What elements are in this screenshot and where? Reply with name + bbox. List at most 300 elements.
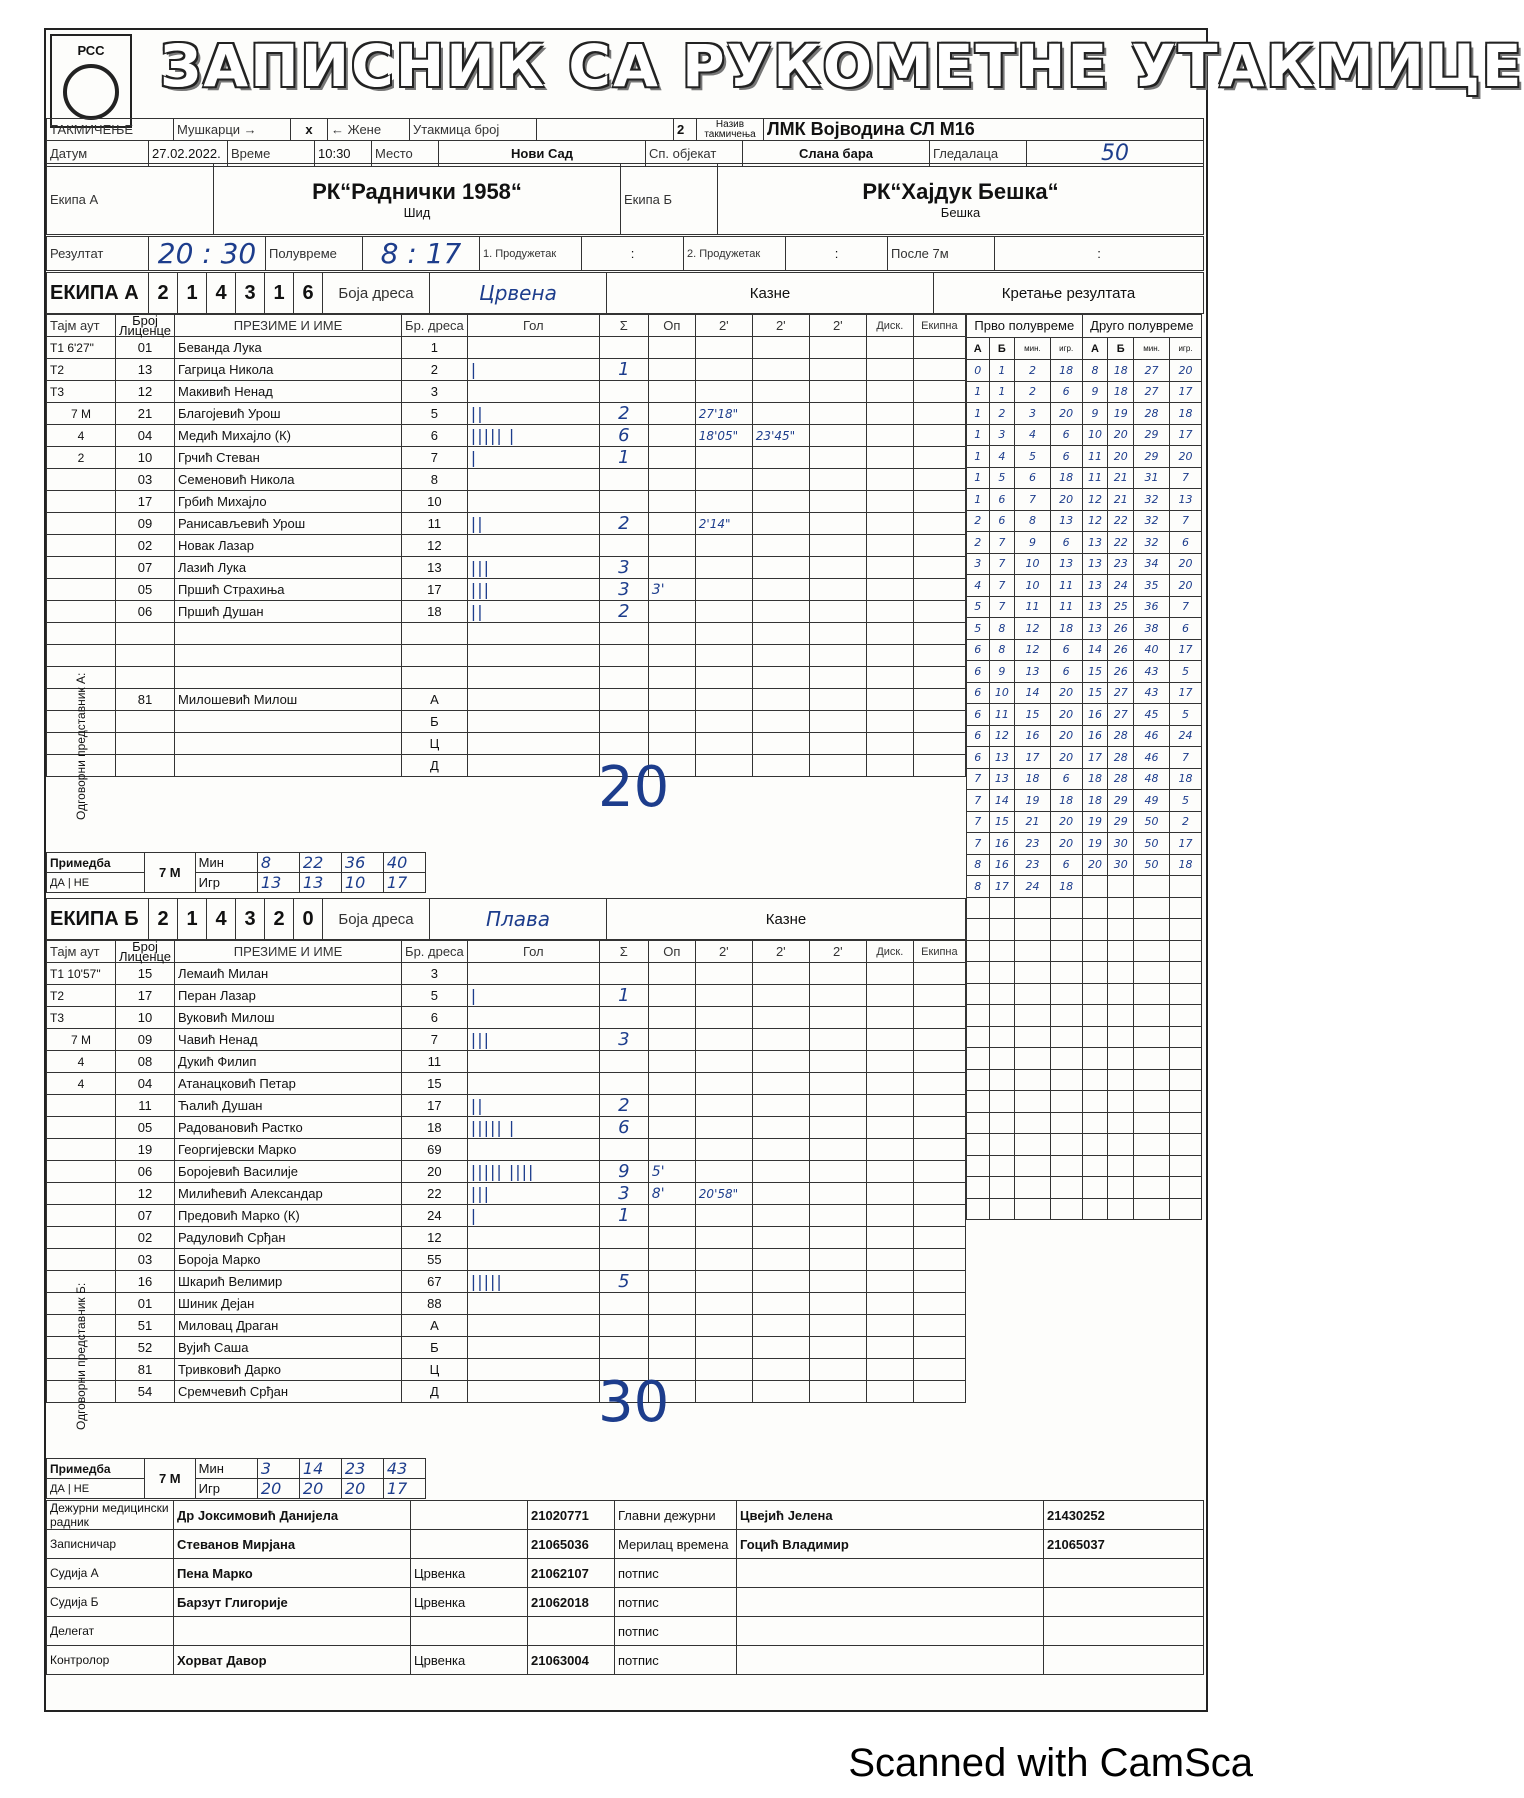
warning-cell bbox=[648, 359, 695, 381]
team-penalty-cell bbox=[913, 381, 965, 403]
progress-cell: 12 bbox=[1015, 618, 1051, 640]
progress-cell bbox=[1050, 1155, 1082, 1177]
player-name: Вуковић Милош bbox=[175, 1007, 402, 1029]
player-name: Георгијевски Марко bbox=[175, 1139, 402, 1161]
progress-cell: 12 bbox=[1015, 639, 1051, 661]
progress-cell: 7 bbox=[967, 790, 990, 812]
person-color: Црвенка bbox=[411, 1646, 528, 1675]
team-a-city: Шид bbox=[403, 204, 431, 220]
penalty-1: 20'58" bbox=[695, 1183, 752, 1205]
progress-cell bbox=[1108, 919, 1134, 941]
progress-row bbox=[967, 360, 1202, 382]
penalty-2 bbox=[752, 381, 809, 403]
person-color bbox=[411, 1530, 528, 1559]
progress-cell bbox=[1050, 1112, 1082, 1134]
progress-cell: 40 bbox=[1134, 639, 1170, 661]
empty-cell bbox=[648, 689, 695, 711]
progress-cell: 13 bbox=[989, 768, 1015, 790]
progress-cell bbox=[1082, 1112, 1108, 1134]
progress-cell bbox=[967, 940, 990, 962]
progress-cell: 1 bbox=[967, 381, 990, 403]
progress-cell: 11 bbox=[1050, 596, 1082, 618]
shirt-number: 13 bbox=[402, 557, 468, 579]
person-name: Пена Марко bbox=[174, 1559, 411, 1588]
penalty-3 bbox=[809, 1073, 866, 1095]
penalty-2 bbox=[752, 623, 809, 645]
empty-cell bbox=[866, 1359, 913, 1381]
progress-cell bbox=[1134, 1091, 1170, 1113]
no-label: НЕ bbox=[73, 876, 90, 889]
empty-cell bbox=[866, 1315, 913, 1337]
empty-cell bbox=[913, 1359, 965, 1381]
official-name: Милошевић Милош bbox=[175, 689, 402, 711]
goal-tally: | bbox=[467, 985, 599, 1007]
shirt-number: 6 bbox=[402, 1007, 468, 1029]
empty-cell bbox=[866, 733, 913, 755]
shirt-number: 18 bbox=[402, 601, 468, 623]
progress-cell bbox=[1050, 897, 1082, 919]
ot1-value: : bbox=[582, 237, 684, 271]
goal-sum bbox=[599, 469, 648, 491]
person-name: Барзут Глигорије bbox=[174, 1588, 411, 1617]
player-name: Милићевић Александар bbox=[175, 1183, 402, 1205]
min-value: 3 bbox=[257, 1459, 299, 1479]
official-footer-row bbox=[47, 1646, 1204, 1675]
match-no-label: Утакмица број bbox=[410, 119, 537, 141]
progress-cell: 13 bbox=[1082, 532, 1108, 554]
empty-cell bbox=[866, 711, 913, 733]
goal-tally: | bbox=[467, 1205, 599, 1227]
progress-cell bbox=[1169, 1069, 1201, 1091]
disq-cell bbox=[866, 645, 913, 667]
p3-col-header: 2' bbox=[809, 315, 866, 337]
shirt-number: 12 bbox=[402, 535, 468, 557]
progress-cell: 32 bbox=[1134, 510, 1170, 532]
progress-cell: 18 bbox=[1015, 768, 1051, 790]
team-penalty-cell bbox=[913, 447, 965, 469]
penalty-3 bbox=[809, 425, 866, 447]
igr-value: 17 bbox=[383, 1479, 425, 1499]
time-label: Време bbox=[228, 141, 315, 167]
shirt-number: 3 bbox=[402, 963, 468, 985]
penalty-1 bbox=[695, 1051, 752, 1073]
progress-cell bbox=[1082, 940, 1108, 962]
license-number: 04 bbox=[116, 1073, 175, 1095]
progress-cell bbox=[1108, 962, 1134, 984]
progress-cell bbox=[1134, 1005, 1170, 1027]
progress-cell bbox=[1134, 1155, 1170, 1177]
progress-cell: 15 bbox=[1082, 682, 1108, 704]
progress-cell bbox=[1134, 962, 1170, 984]
team-penalty-cell bbox=[913, 1271, 965, 1293]
warning-cell bbox=[648, 601, 695, 623]
progress-cell bbox=[1134, 1026, 1170, 1048]
p1-col-header: 2' bbox=[695, 315, 752, 337]
player-name: Радуловић Срђан bbox=[175, 1227, 402, 1249]
timeout-cell: 2 bbox=[47, 447, 116, 469]
penalty-1 bbox=[695, 1161, 752, 1183]
progress-cell bbox=[989, 1134, 1015, 1156]
team-b-code-digit: 4 bbox=[207, 899, 236, 940]
progress-cell: 1 bbox=[989, 381, 1015, 403]
empty-cell bbox=[467, 755, 599, 777]
progress-cell: 18 bbox=[1050, 360, 1082, 382]
penalty-3 bbox=[809, 447, 866, 469]
disq-cell bbox=[866, 1293, 913, 1315]
progress-cell: 10 bbox=[989, 682, 1015, 704]
empty-cell bbox=[913, 755, 965, 777]
timeout-cell bbox=[47, 513, 116, 535]
team-a-code-digit: 3 bbox=[236, 273, 265, 314]
progress-cell: 17 bbox=[1169, 639, 1201, 661]
empty-cell bbox=[913, 1315, 965, 1337]
official-row bbox=[47, 1381, 966, 1403]
team-b-penalties-label: Казне bbox=[607, 899, 966, 940]
progress-cell: 9 bbox=[989, 661, 1015, 683]
p2-col-header: 2' bbox=[752, 941, 809, 963]
result-label: Резултат bbox=[47, 237, 149, 271]
shirt-number: 15 bbox=[402, 1073, 468, 1095]
empty-cell bbox=[467, 1337, 599, 1359]
team-a-rows bbox=[47, 337, 966, 777]
team-penalty-cell bbox=[913, 557, 965, 579]
goal-tally: | bbox=[467, 359, 599, 381]
penalty-3 bbox=[809, 1227, 866, 1249]
license-number: 81 bbox=[116, 1359, 175, 1381]
progress-cell: 28 bbox=[1108, 768, 1134, 790]
shirt-number: 20 bbox=[402, 1161, 468, 1183]
time-value: 10:30 bbox=[315, 141, 372, 167]
progress-cell bbox=[1082, 1134, 1108, 1156]
penalty-2 bbox=[752, 1117, 809, 1139]
goal-sum bbox=[599, 535, 648, 557]
progress-cell bbox=[1134, 1177, 1170, 1199]
progress-cell: 7 bbox=[1169, 467, 1201, 489]
progress-cell bbox=[1050, 919, 1082, 941]
progress-cell: 23 bbox=[1015, 833, 1051, 855]
progress-cell: 5 bbox=[1169, 790, 1201, 812]
min-value: 22 bbox=[299, 853, 341, 873]
player-row bbox=[47, 1183, 966, 1205]
empty-cell bbox=[866, 1337, 913, 1359]
goal-sum: 3 bbox=[599, 1183, 648, 1205]
goal-tally bbox=[467, 623, 599, 645]
official-footer-row bbox=[47, 1617, 1204, 1646]
progress-cell: 6 bbox=[967, 747, 990, 769]
progress-cell bbox=[1082, 876, 1108, 898]
penalty-2 bbox=[752, 337, 809, 359]
license-number: 81 bbox=[116, 689, 175, 711]
penalty-2: 23'45" bbox=[752, 425, 809, 447]
progress-row bbox=[967, 489, 1202, 511]
empty-cell bbox=[695, 1337, 752, 1359]
progress-cell bbox=[1082, 1155, 1108, 1177]
penalty-3 bbox=[809, 359, 866, 381]
timeout-cell bbox=[47, 535, 116, 557]
penalty-2 bbox=[752, 403, 809, 425]
warning-cell bbox=[648, 1249, 695, 1271]
progress-cell: 12 bbox=[989, 725, 1015, 747]
progress-cell: 20 bbox=[1050, 682, 1082, 704]
progress-cell bbox=[989, 1048, 1015, 1070]
progress-cell: 6 bbox=[1050, 424, 1082, 446]
progress-cell: 26 bbox=[1108, 661, 1134, 683]
penalty-2 bbox=[752, 535, 809, 557]
player-row bbox=[47, 1007, 966, 1029]
progress-cell: 4 bbox=[1015, 424, 1051, 446]
progress-cell: 13 bbox=[1082, 575, 1108, 597]
penalty-3 bbox=[809, 403, 866, 425]
penalty-1 bbox=[695, 447, 752, 469]
progress-cell bbox=[1050, 1026, 1082, 1048]
role-label: Судија Б bbox=[47, 1588, 174, 1617]
progress-cell bbox=[1082, 897, 1108, 919]
progress-cell bbox=[967, 897, 990, 919]
license-number: 12 bbox=[116, 381, 175, 403]
progress-cell: 50 bbox=[1134, 811, 1170, 833]
timeout-cell bbox=[47, 1249, 116, 1271]
team-penalty-cell bbox=[913, 535, 965, 557]
penalty-2 bbox=[752, 491, 809, 513]
person2-number bbox=[1044, 1559, 1204, 1588]
progress-cell bbox=[1134, 876, 1170, 898]
warning-cell bbox=[648, 491, 695, 513]
shirt-number: 17 bbox=[402, 579, 468, 601]
disq-cell bbox=[866, 381, 913, 403]
empty-cell bbox=[913, 733, 965, 755]
player-row bbox=[47, 963, 966, 985]
progress-cell bbox=[1169, 1026, 1201, 1048]
warning-cell bbox=[648, 1073, 695, 1095]
progress-cell: 20 bbox=[1050, 403, 1082, 425]
penalty-2 bbox=[752, 985, 809, 1007]
progress-cell bbox=[1134, 1112, 1170, 1134]
progress-cell bbox=[967, 1069, 990, 1091]
team-a-color: Црвена bbox=[430, 273, 607, 314]
progress-cell bbox=[967, 1026, 990, 1048]
progress-row bbox=[967, 704, 1202, 726]
license-number: 11 bbox=[116, 1095, 175, 1117]
timeout-cell bbox=[47, 1227, 116, 1249]
timeout-cell: 7 М bbox=[47, 403, 116, 425]
license-number: 17 bbox=[116, 985, 175, 1007]
timeout-cell bbox=[47, 557, 116, 579]
shirt-number bbox=[402, 645, 468, 667]
progress-cell bbox=[1134, 1069, 1170, 1091]
warning-cell bbox=[648, 557, 695, 579]
progress-row bbox=[967, 1091, 1202, 1113]
ot2-value: : bbox=[786, 237, 888, 271]
sum-col-header: Σ bbox=[599, 941, 648, 963]
progress-cell: 29 bbox=[1134, 424, 1170, 446]
men-mark: x bbox=[291, 119, 328, 141]
progress-cell: 7 bbox=[967, 833, 990, 855]
license-number: 51 bbox=[116, 1315, 175, 1337]
progress-cell: 34 bbox=[1134, 553, 1170, 575]
progress-cell: 8 bbox=[967, 876, 990, 898]
penalty-1 bbox=[695, 667, 752, 689]
shirt-number bbox=[402, 623, 468, 645]
timeout-cell: T3 bbox=[47, 381, 116, 403]
progress-cell bbox=[989, 983, 1015, 1005]
empty-cell bbox=[866, 689, 913, 711]
progress-cell: 17 bbox=[1169, 424, 1201, 446]
igr-value: 10 bbox=[341, 873, 383, 893]
player-name: Пршић Душан bbox=[175, 601, 402, 623]
progress-cell: 11 bbox=[1050, 575, 1082, 597]
player-name: Грбић Михајло bbox=[175, 491, 402, 513]
half-value: 8 : 17 bbox=[363, 237, 480, 271]
role2-label: потпис bbox=[615, 1617, 737, 1646]
empty-cell bbox=[809, 1337, 866, 1359]
official-name bbox=[175, 755, 402, 777]
warning-cell bbox=[648, 1117, 695, 1139]
person-number: 21065036 bbox=[528, 1530, 615, 1559]
penalty-2 bbox=[752, 359, 809, 381]
empty-cell bbox=[695, 1315, 752, 1337]
progress-cell: 18 bbox=[1050, 467, 1082, 489]
progress-col-header: А bbox=[967, 338, 990, 360]
progress-cell bbox=[1169, 919, 1201, 941]
progress-cell bbox=[967, 919, 990, 941]
progress-cell: 1 bbox=[967, 489, 990, 511]
goal-tally bbox=[467, 381, 599, 403]
progress-cell: 27 bbox=[1108, 682, 1134, 704]
progress-cell: 11 bbox=[1082, 467, 1108, 489]
progress-cell: 46 bbox=[1134, 747, 1170, 769]
igr-value: 13 bbox=[257, 873, 299, 893]
team-penalty-cell bbox=[913, 1205, 965, 1227]
empty-cell bbox=[648, 733, 695, 755]
progress-cell: 10 bbox=[1015, 553, 1051, 575]
progress-cell: 13 bbox=[1050, 553, 1082, 575]
progress-cell bbox=[1015, 1048, 1051, 1070]
goal-tally: | bbox=[467, 447, 599, 469]
progress-cell: 20 bbox=[1082, 854, 1108, 876]
progress-cell: 18 bbox=[1082, 768, 1108, 790]
progress-cell: 36 bbox=[1134, 596, 1170, 618]
progress-cell bbox=[1050, 962, 1082, 984]
progress-cell: 23 bbox=[1108, 553, 1134, 575]
shirt-number: 5 bbox=[402, 403, 468, 425]
license-number: 54 bbox=[116, 1381, 175, 1403]
player-name: Макивић Ненад bbox=[175, 381, 402, 403]
progress-cell: 50 bbox=[1134, 854, 1170, 876]
penalty-1 bbox=[695, 1007, 752, 1029]
empty-cell bbox=[752, 755, 809, 777]
role-label: Судија А bbox=[47, 1559, 174, 1588]
penalty-1 bbox=[695, 1205, 752, 1227]
progress-row bbox=[967, 639, 1202, 661]
progress-rows bbox=[967, 360, 1202, 1220]
name-col-header: ПРЕЗИМЕ И ИМЕ bbox=[175, 941, 402, 963]
progress-row bbox=[967, 575, 1202, 597]
progress-cell: 45 bbox=[1134, 704, 1170, 726]
min-value: 43 bbox=[383, 1459, 425, 1479]
shirt-number: 7 bbox=[402, 447, 468, 469]
penalty-2 bbox=[752, 513, 809, 535]
team-penalty-cell bbox=[913, 1051, 965, 1073]
progress-cell: 14 bbox=[989, 790, 1015, 812]
p2-col-header: 2' bbox=[752, 315, 809, 337]
second-half-label: Друго полувреме bbox=[1082, 315, 1201, 338]
disq-cell bbox=[866, 425, 913, 447]
team-penalty-cell bbox=[913, 359, 965, 381]
shirt-number: 10 bbox=[402, 491, 468, 513]
progress-row bbox=[967, 1048, 1202, 1070]
min-value: 40 bbox=[383, 853, 425, 873]
penalty-1 bbox=[695, 359, 752, 381]
progress-cell: 6 bbox=[1050, 532, 1082, 554]
penalty-3 bbox=[809, 1095, 866, 1117]
progress-cell bbox=[1108, 983, 1134, 1005]
player-name bbox=[175, 645, 402, 667]
timeout-cell: 4 bbox=[47, 1051, 116, 1073]
player-name: Бороја Марко bbox=[175, 1249, 402, 1271]
penalty-2 bbox=[752, 1073, 809, 1095]
timeout-cell: 4 bbox=[47, 425, 116, 447]
license-number: 03 bbox=[116, 1249, 175, 1271]
official-role: А bbox=[402, 1315, 468, 1337]
progress-cell bbox=[1082, 1048, 1108, 1070]
player-name: Лемаић Милан bbox=[175, 963, 402, 985]
progress-cell bbox=[1082, 1026, 1108, 1048]
half-label: Полувреме bbox=[266, 237, 363, 271]
yes-label: ДА bbox=[50, 876, 65, 889]
player-name: Ранисављевић Урош bbox=[175, 513, 402, 535]
progress-cell bbox=[1169, 940, 1201, 962]
first-half-label: Прво полувреме bbox=[967, 315, 1083, 338]
progress-cell bbox=[1015, 1091, 1051, 1113]
team-a-penalties-label: Казне bbox=[607, 273, 934, 314]
progress-cell bbox=[989, 1177, 1015, 1199]
progress-cell bbox=[1108, 1112, 1134, 1134]
progress-cell bbox=[1134, 1134, 1170, 1156]
progress-cell: 20 bbox=[1050, 704, 1082, 726]
progress-cell: 3 bbox=[967, 553, 990, 575]
progress-cell: 4 bbox=[989, 446, 1015, 468]
team-b-label: Екипа Б bbox=[621, 164, 718, 235]
penalty-1 bbox=[695, 1029, 752, 1051]
progress-row bbox=[967, 682, 1202, 704]
team-b-code-digit: 1 bbox=[178, 899, 207, 940]
progress-cell bbox=[1050, 1048, 1082, 1070]
progress-row bbox=[967, 811, 1202, 833]
progress-cell: 6 bbox=[1015, 467, 1051, 489]
progress-cell bbox=[1015, 1155, 1051, 1177]
progress-col-header: Б bbox=[989, 338, 1015, 360]
ot2-label: 2. Продужетак bbox=[684, 237, 786, 271]
progress-cell: 13 bbox=[1050, 510, 1082, 532]
progress-cell: 19 bbox=[1082, 833, 1108, 855]
empty-cell bbox=[809, 755, 866, 777]
shirt-number: 22 bbox=[402, 1183, 468, 1205]
player-row bbox=[47, 425, 966, 447]
official-row bbox=[47, 689, 966, 711]
empty-cell bbox=[648, 711, 695, 733]
player-name: Беванда Лука bbox=[175, 337, 402, 359]
person-color bbox=[411, 1501, 528, 1530]
progress-cell: 49 bbox=[1134, 790, 1170, 812]
penalty-3 bbox=[809, 1161, 866, 1183]
disq-cell bbox=[866, 359, 913, 381]
goal-tally: || bbox=[467, 403, 599, 425]
player-name: Чавић Ненад bbox=[175, 1029, 402, 1051]
penalty-3 bbox=[809, 1293, 866, 1315]
progress-cell: 20 bbox=[1169, 553, 1201, 575]
player-row bbox=[47, 381, 966, 403]
timeout-col-header: Тајм аут bbox=[47, 315, 116, 337]
